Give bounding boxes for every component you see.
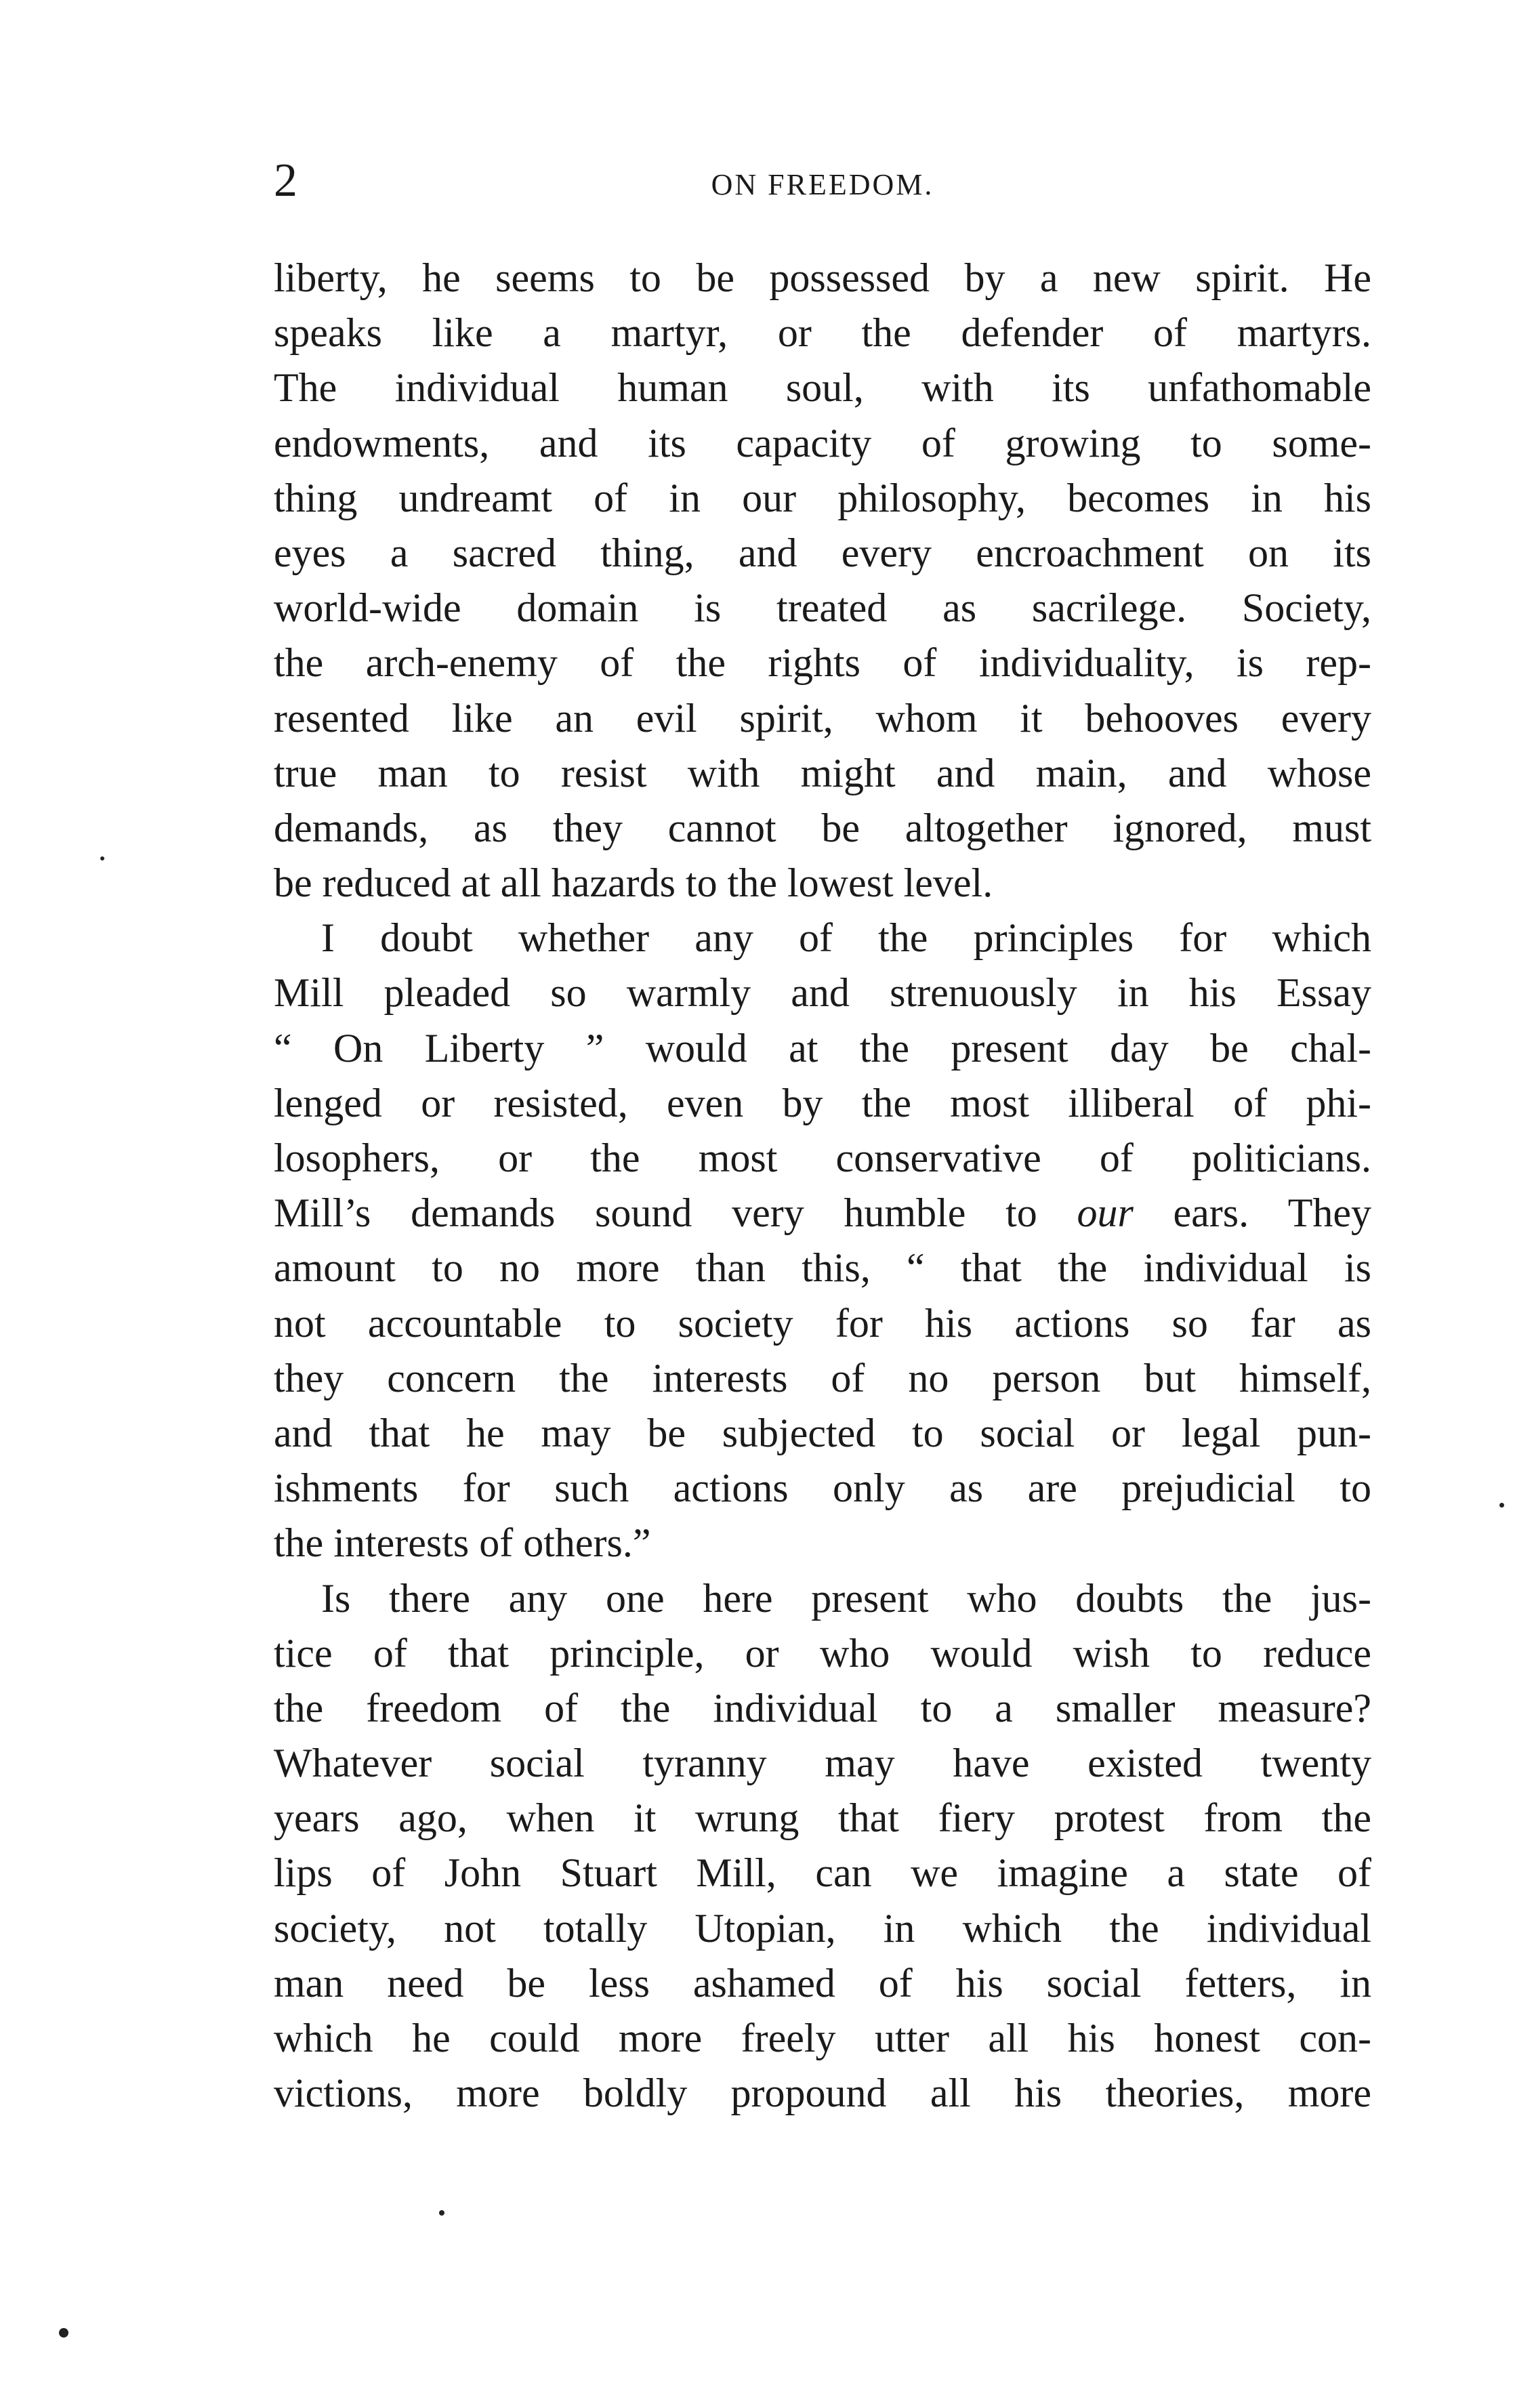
text-line: they concern the interests of no person but himself,	[274, 1355, 1371, 1400]
text-line: man need be less ashamed of his social fetters, in	[274, 1960, 1371, 2006]
emphasized-word: our	[1077, 1190, 1134, 1236]
text-line: tice of that principle, or who would wish to reduce	[274, 1630, 1371, 1676]
page-number: 2	[274, 154, 297, 207]
text-line: victions, more boldly propound all his theories, more	[274, 2071, 1371, 2116]
text-line: lips of John Stuart Mill, can we imagine a state of	[274, 1850, 1371, 1896]
page-header	[274, 150, 1371, 211]
text-line-with-emphasis	[274, 1186, 1371, 1241]
paragraph-start-line: Is there any one here present who doubts the jus-	[321, 1575, 1371, 1621]
line-segment: Mill’s demands sound very humble to	[274, 1190, 1077, 1236]
text-line: the freedom of the individual to a smaller measure?	[274, 1685, 1371, 1730]
text-line: years ago, when it wrung that fiery protest from the	[274, 1795, 1371, 1841]
text-line: Mill pleaded so warmly and strenuously in his Essay	[274, 970, 1371, 1016]
text-line: demands, as they cannot be altogether ignored, must	[274, 805, 1371, 850]
ink-speck	[1499, 1503, 1504, 1508]
text-line: resented like an evil spirit, whom it behooves every	[274, 695, 1371, 741]
text-line: not accountable to society for his actions so far as	[274, 1300, 1371, 1346]
text-line: thing undreamt of in our philosophy, becomes in his	[274, 475, 1371, 520]
text-line: amount to no more than this, “ that the individual is	[274, 1245, 1371, 1291]
text-line: ishments for such actions only as are prejudicial to	[274, 1466, 1371, 1511]
text-line: eyes a sacred thing, and every encroachment on its	[274, 530, 1371, 575]
text-line: Whatever social tyranny may have existed twenty	[274, 1741, 1371, 1786]
text-line: world-wide domain is treated as sacrilege. Society,	[274, 585, 1371, 631]
text-line: endowments, and its capacity of growing to some-	[274, 420, 1371, 465]
text-line: lenged or resisted, even by the most illiberal of phi-	[274, 1080, 1371, 1125]
text-line: and that he may be subjected to social or legal pun-	[274, 1410, 1371, 1455]
text-line: losophers, or the most conservative of politicians.	[274, 1136, 1371, 1180]
text-line: liberty, he seems to be possessed by a new spirit. He	[274, 255, 1371, 300]
ink-speck	[439, 2210, 444, 2216]
text-line: society, not totally Utopian, in which the individual	[274, 1905, 1371, 1951]
body-text	[274, 251, 1371, 2121]
line-segment: ears. They	[1133, 1190, 1371, 1236]
ink-speck	[59, 2328, 68, 2338]
text-line: the arch-enemy of the rights of individuality, is rep-	[274, 640, 1371, 686]
paragraph-end-line: be reduced at all hazards to the lowest level.	[274, 860, 993, 906]
paragraph-end-line: the interests of others.”	[274, 1520, 651, 1566]
text-line: speaks like a martyr, or the defender of martyrs.	[274, 310, 1371, 356]
running-head: ON FREEDOM.	[711, 168, 934, 201]
text-line: “ On Liberty ” would at the present day be chal-	[274, 1025, 1371, 1071]
ink-speck	[100, 856, 104, 860]
text-line: which he could more freely utter all his honest con-	[274, 2016, 1371, 2060]
text-line: The individual human soul, with its unfathomable	[274, 365, 1371, 411]
paragraph-start-line: I doubt whether any of the principles for which	[321, 915, 1371, 961]
text-line: true man to resist with might and main, and whose	[274, 750, 1371, 795]
